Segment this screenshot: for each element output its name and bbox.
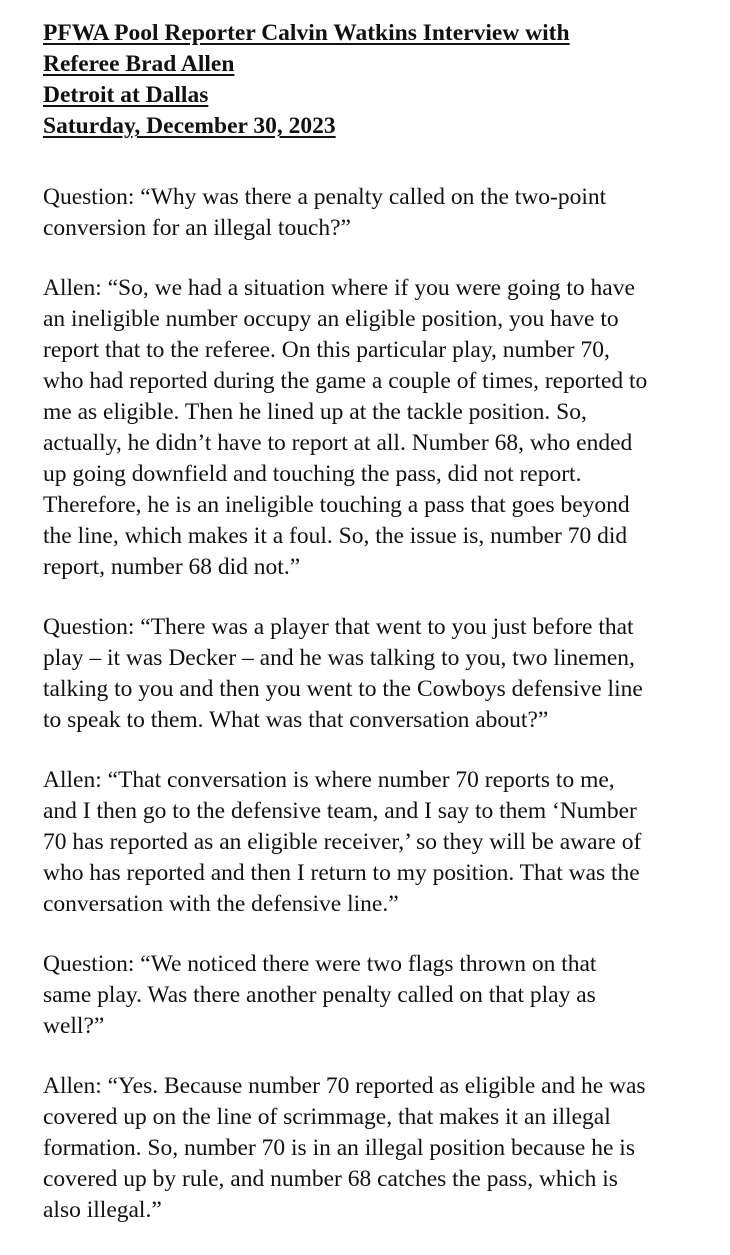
text-line: play – it was Decker – and he was talking to you, two linemen, — [43, 645, 635, 671]
text-line: me as eligible. Then he lined up at the tackle position. So, — [43, 399, 587, 425]
text-line: covered up on the line of scrimmage, that makes it an illegal — [43, 1104, 611, 1130]
text-line: Question: “There was a player that went to you just before that — [43, 614, 634, 640]
question-1 — [43, 182, 698, 244]
text-line: Allen: “So, we had a situation where if you were going to have — [43, 275, 635, 301]
text-line: Allen: “Yes. Because number 70 reported as eligible and he was — [43, 1073, 646, 1099]
document-header — [43, 18, 698, 142]
text-line: up going downfield and touching the pass, did not report. — [43, 461, 582, 487]
text-line: also illegal.” — [43, 1197, 162, 1223]
text-line: well?” — [43, 1013, 105, 1039]
text-line: covered up by rule, and number 68 catches the pass, which is — [43, 1166, 618, 1192]
answer-2 — [43, 765, 698, 920]
header-date: Saturday, December 30, 2023 — [43, 113, 336, 139]
text-line: same play. Was there another penalty called on that play as — [43, 982, 596, 1008]
text-line: 70 has reported as an eligible receiver,’ so they will be aware of — [43, 829, 642, 855]
text-line: Therefore, he is an ineligible touching a pass that goes beyond — [43, 492, 630, 518]
text-line: the line, which makes it a foul. So, the issue is, number 70 did — [43, 523, 628, 549]
header-title-line-2: Referee Brad Allen — [43, 51, 235, 77]
text-line: to speak to them. What was that conversation about?” — [43, 707, 549, 733]
text-line: Question: “Why was there a penalty called on the two-point — [43, 184, 607, 210]
text-line: talking to you and then you went to the Cowboys defensive line — [43, 676, 643, 702]
answer-1 — [43, 273, 698, 583]
text-line: actually, he didn’t have to report at all. Number 68, who ended — [43, 430, 633, 456]
text-line: conversion for an illegal touch?” — [43, 215, 351, 241]
text-line: an ineligible number occupy an eligible position, you have to — [43, 306, 619, 332]
text-line: Allen: “That conversation is where number 70 reports to me, — [43, 767, 615, 793]
text-line: report, number 68 did not.” — [43, 554, 301, 580]
text-line: formation. So, number 70 is in an illegal position because he is — [43, 1135, 635, 1161]
answer-3 — [43, 1071, 698, 1226]
document-page — [43, 18, 698, 1255]
header-title-line-1: PFWA Pool Reporter Calvin Watkins Interview with — [43, 20, 570, 46]
text-line: who has reported and then I return to my position. That was the — [43, 860, 640, 886]
text-line: report that to the referee. On this particular play, number 70, — [43, 337, 610, 363]
question-2 — [43, 612, 698, 736]
question-3 — [43, 949, 698, 1042]
header-matchup: Detroit at Dallas — [43, 82, 209, 108]
text-line: conversation with the defensive line.” — [43, 891, 399, 917]
text-line: Question: “We noticed there were two flags thrown on that — [43, 951, 597, 977]
text-line: and I then go to the defensive team, and I say to them ‘Number — [43, 798, 637, 824]
text-line: who had reported during the game a couple of times, reported to — [43, 368, 648, 394]
